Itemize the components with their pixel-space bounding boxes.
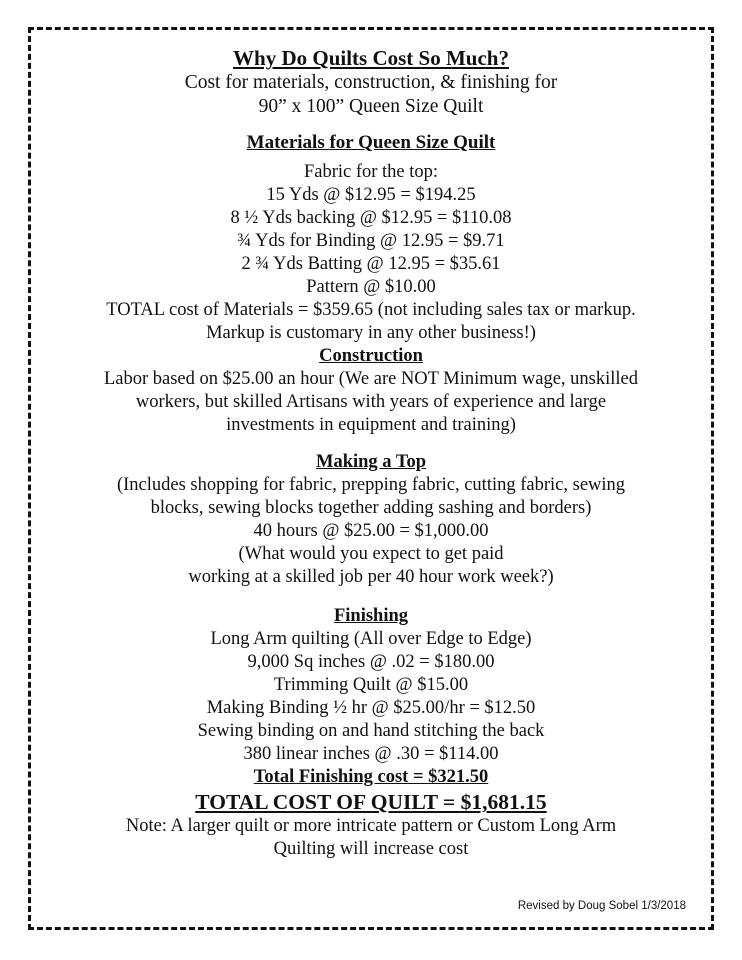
grand-total: TOTAL COST OF QUILT = $1,681.15 bbox=[195, 790, 547, 814]
note-line-2: Quilting will increase cost bbox=[273, 839, 469, 859]
finishing-line: Trimming Quilt @ $15.00 bbox=[273, 675, 469, 695]
finishing-line: 380 linear inches @ .30 = $114.00 bbox=[243, 744, 499, 764]
document-content bbox=[30, 45, 712, 861]
construction-line: investments in equipment and training) bbox=[226, 415, 516, 435]
materials-line: ¾ Yds for Binding @ 12.95 = $9.71 bbox=[237, 231, 505, 251]
subtitle-line-1: Cost for materials, construction, & finishing for bbox=[184, 72, 558, 93]
materials-heading: Materials for Queen Size Quilt bbox=[246, 132, 496, 153]
materials-line: Markup is customary in any other business!) bbox=[206, 323, 536, 343]
finishing-heading: Finishing bbox=[333, 606, 409, 626]
materials-line: 8 ½ Yds backing @ $12.95 = $110.08 bbox=[230, 208, 512, 228]
materials-line: 2 ¾ Yds Batting @ 12.95 = $35.61 bbox=[241, 254, 501, 274]
construction-line: workers, but skilled Artisans with years of experience and large bbox=[135, 392, 607, 412]
note-line-1: Note: A larger quilt or more intricate pattern or Custom Long Arm bbox=[125, 816, 617, 836]
materials-line: Fabric for the top: bbox=[303, 162, 439, 182]
construction-line: Labor based on $25.00 an hour (We are NOT Minimum wage, unskilled bbox=[103, 369, 639, 389]
making-top-line: blocks, sewing blocks together adding sashing and borders) bbox=[150, 498, 592, 518]
document-title: Why Do Quilts Cost So Much? bbox=[233, 46, 509, 70]
making-top-line: (What would you expect to get paid bbox=[238, 544, 504, 564]
finishing-line: Long Arm quilting (All over Edge to Edge) bbox=[210, 629, 532, 649]
making-top-line: working at a skilled job per 40 hour work week?) bbox=[188, 567, 554, 587]
making-top-line: (Includes shopping for fabric, prepping fabric, cutting fabric, sewing bbox=[116, 475, 626, 495]
making-top-line: 40 hours @ $25.00 = $1,000.00 bbox=[253, 521, 489, 541]
materials-line: 15 Yds @ $12.95 = $194.25 bbox=[266, 185, 476, 205]
finishing-line: 9,000 Sq inches @ .02 = $180.00 bbox=[247, 652, 495, 672]
finishing-line: Making Binding ½ hr @ $25.00/hr = $12.50 bbox=[206, 698, 536, 718]
making-top-heading: Making a Top bbox=[315, 452, 427, 472]
finishing-line: Sewing binding on and hand stitching the back bbox=[197, 721, 545, 741]
finishing-total: Total Finishing cost = $321.50 bbox=[253, 767, 489, 787]
construction-heading: Construction bbox=[319, 346, 423, 366]
revised-by-footer: Revised by Doug Sobel 1/3/2018 bbox=[517, 900, 686, 912]
materials-line: Pattern @ $10.00 bbox=[306, 277, 436, 297]
subtitle-line-2: 90” x 100” Queen Size Quilt bbox=[258, 96, 484, 117]
materials-total-line: TOTAL cost of Materials = $359.65 (not including sales tax or markup. bbox=[106, 300, 636, 320]
